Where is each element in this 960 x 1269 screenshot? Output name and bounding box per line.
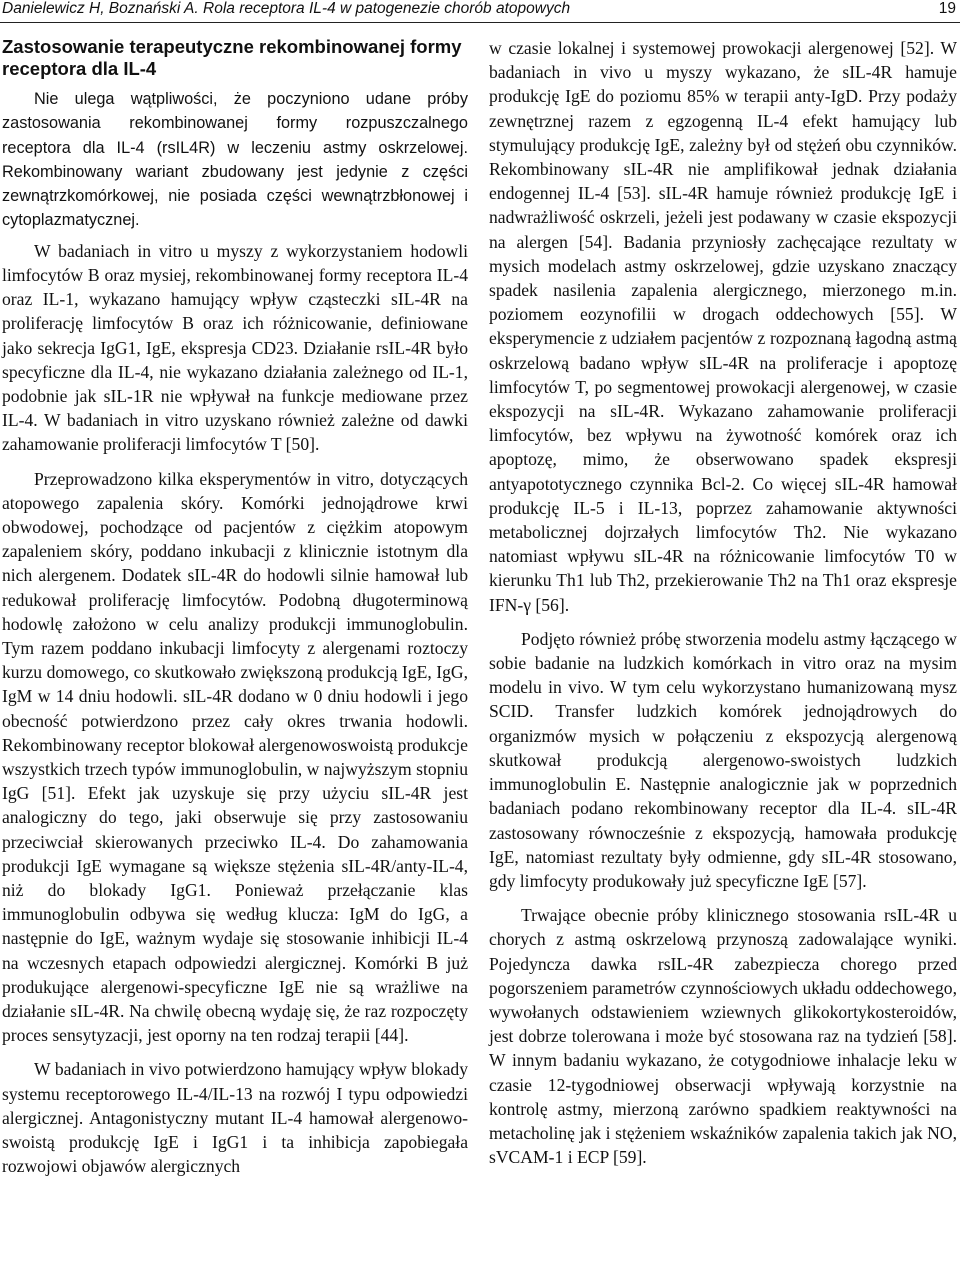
paragraph: Nie ulega wątpliwości, że poczyniono udane próby zastosowania rekombinowanej formy rozpuszczalnego receptora dla IL-4 (rsIL4R) w leczeniu astmy oskrzelowej. Rekombinowany wariant zbudowany jest jedynie z części zewnątrzkomórkowej, nie posiada części wewnątrzbłonowej i cytoplazmatycznej.: [2, 90, 468, 230]
section-title: Zastosowanie terapeutyczne rekombinowanej formy receptora dla IL-4: [2, 36, 462, 79]
paragraph: Przeprowadzono kilka eksperymentów in vitro, dotyczących atopowego zapalenia skóry. Komórki jednojądrowe krwi obwodowej, pochodzące od pacjentów z ciężkim atopowym zapaleniem skóry, poddano inkubacji z klinicznie istotnym dla nich alergenem. Dodatek sIL-4R do hodowli silnie hamował lub redukował proliferację limfocytów. Podobną długoterminową hodowlę założono w celu analizy produkcji immunoglobulin. Tym razem poddano inkubacji limfocyty z alergenami roztoczy kurzu domowego, co skutkowało zwiększoną produkcją IgE, IgG, IgM w 14 dniu hodowli. sIL-4R dodano w 0 dniu hodowli i jego obecność potwierdzono przez cały okres trwania hodowli. Rekombinowany receptor blokował alergenowoswoistą produkcje wszystkich trzech typów immunoglobulin, w najwyższym stopniu IgG [51]. Efekt jak uzyskuje się przy użyciu sIL-4R jest analogiczny do tego, jaki obserwuje się przy zastosowaniu przeciwciał skierowanych przeciwko IL-4. Do zahamowania produkcji IgE wymagane są większe stężenia sIL-4R/anty-IL-4, niż do blokady IgG1. Ponieważ przełączanie klas immunoglobulin odbywa się według klucza: IgM do IgG, a następnie do IgE, ważnym wydaje się stosowanie inhibicji IL-4 na wczesnych etapach odpowiedzi alergicznej. Komórki B już produkujące alergenowi-specyficzne IgE nie są wrażliwe na działanie sIL-4R. Na chwilę obecną wydaję się, że raz rozpoczęty proces sensytyzacji, jest oporny na ten rodzaj terapii [44].: [2, 468, 468, 1046]
paragraph: W badaniach in vitro u myszy z wykorzystaniem hodowli limfocytów B oraz mysiej, rekombinowanej formy receptora IL-4 oraz IL-1, wykazano hamujący wpływ cząsteczki sIL-4R na proliferację limfocytów B oraz ich różnicowanie, definiowane jako sekrecja IgG1, IgE, ekspresja CD23. Działanie rsIL-4R było specyficzne dla IL-4, nie wykazano działania zależnego od IL-1, podobnie jak sIL-1R nie wpływał na funkcje mediowane przez IL-4. W badaniach in vitro uzyskano również zależne od dawki zahamowanie proliferacji limfocytów T [50].: [2, 240, 468, 455]
page-number: 19: [938, 0, 956, 17]
paragraph: W badaniach in vivo potwierdzono hamujący wpływ blokady systemu receptorowego IL-4/IL-13 na rozwój I typu odpowiedzi alergicznej. Antagonistyczny mutant IL-4 hamował alergenowo-swoistą produkcję IgE i IgG1 i ta inhibicja zapobiegała rozwojowi objawów alergicznych: [2, 1059, 468, 1177]
left-column: [2, 36, 468, 1189]
running-header: [0, 0, 960, 23]
running-title: Danielewicz H, Boznański A. Rola receptora IL-4 w patogenezie chorób atopowych: [2, 0, 571, 17]
paragraph: Trwające obecnie próby klinicznego stosowania rsIL-4R u chorych z astmą oskrzelową przynoszą zadowalające wyniki. Pojedyncza dawka rsIL-4R zabezpiecza chorego przed pogorszeniem parametrów czynnościowych układu oddechowego, wywołanych odstawieniem wziewnych glikokortykosteroidów, jest dobrze tolerowana i może być stosowana raz na tydzień [58]. W innym badaniu wykazano, że cotygodniowe inhalacje leku w czasie 12-tygodniowej obserwacji wpływają korzystnie na kontrolę astmy, mierzoną zarówno spadkiem reaktywności na metacholinę jak i stężeniem wskaźników zapalenia takich jak NO, sVCAM-1 i ECP [59].: [489, 905, 957, 1168]
paragraph: w czasie lokalnej i systemowej prowokacji alergenowej [52]. W badaniach in vivo u myszy wykazano, że sIL-4R hamuje produkcję IgE do poziomu 85% w terapii anty-IgD. Przy podaży zewnętrznej razem z egzogenną IL-4 efekt hamujący lub stymulujący produkcję IgE, zależny był od stężeń obu czynników. Rekombinowany sIL-4R nie amplifikował jednak działania endogennej IL-4 [53]. sIL-4R hamuje również produkcję IgE i nadwrażliwość oskrzeli, jeżeli jest podawany w czasie ekspozycji na alergen [54]. Badania przyniosły zachęcające rezultaty w mysich modelach astmy oskrzelowej, gdzie uzyskano znaczący spadek nasilenia zapalenia alergicznego, mierzonego m.in. poziomem eozynofilii w drogach oddechowych [55]. W eksperymencie z udziałem pacjentów z rozpoznaną łagodną astmą oskrzelową badano wpływ sIL-4R na proliferacje i apoptozę limfocytów T, po segmentowej prowokacji alergenowej, w czasie ekspozycji na sIL-4R. Wykazano zahamowanie proliferacji limfocytów, bez wpływu na żywotność komórek oraz ich apoptozę, mimo, że obserwowano spadek ekspresji antyapototycznego czynnika Bcl-2. Co więcej sIL-4R hamował produkcję IL-5 i IL-13, poprzez zahamowanie aktywności metabolicznej dojrzałych limfocytów Th2. Nie wykazano natomiast wpływu sIL-4R na różnicowanie limfocytów T0 w kierunku Th1 lub Th2, przekierowanie Th2 na Th1 oraz ekspresje IFN-γ [56].: [489, 38, 957, 615]
right-column: [489, 36, 957, 1179]
paragraph: Podjęto również próbę stworzenia modelu astmy łączącego w sobie badanie na ludzkich komórkach in vitro oraz na mysim modelu in vivo. W tym celu wykorzystano humanizowaną mysz SCID. Transfer ludzkich komórek jednojądrowych do organizmów mysich w połączeniu z ekspozycją alergenową skutkował produkcją alergenowo-swoistych ludzkich immunoglobulin E. Następnie analogicznie jak w poprzednich badaniach podano rekombinowany receptor dla IL-4. sIL-4R zastosowany równocześnie z ekspozycją, hamowała produkcję IgE, natomiast rezultaty były odmienne, gdy sIL-4R stosowano, gdy limfocyty produkowały już specyficzne IgE [57].: [489, 628, 957, 891]
